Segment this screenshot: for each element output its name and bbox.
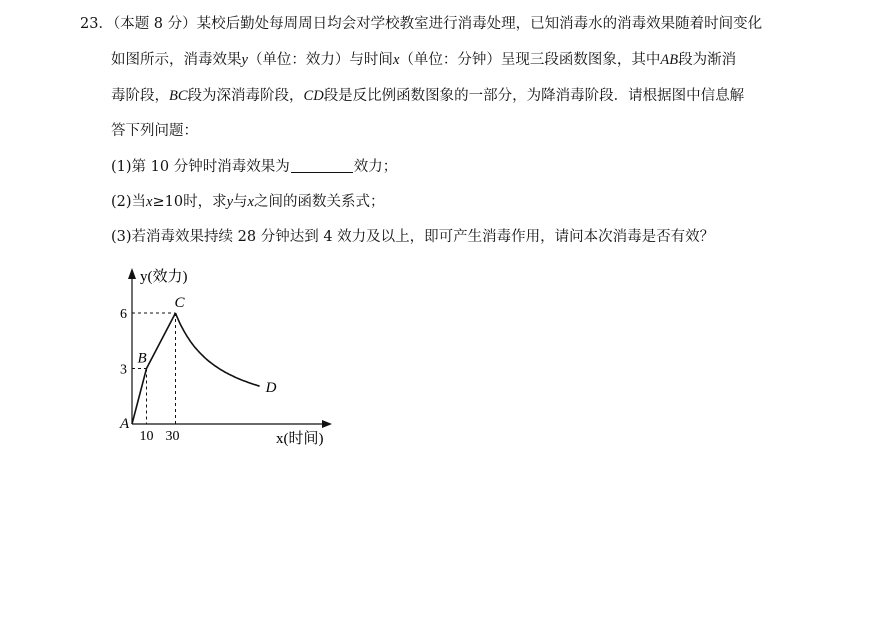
question-line-2: 如图所示，消毒效果y（单位：效力）与时间x（单位：分钟）呈现三段函数图象，其中AB段为渐消 — [111, 52, 737, 68]
question-line-3: 毒阶段，BC段为深消毒阶段，CD段是反比例函数图象的一部分，为降消毒阶段．请根据图中信息解 — [111, 88, 745, 104]
segment-ab — [132, 369, 147, 425]
x-axis-label: x(时间) — [276, 431, 324, 447]
y-axis-arrow — [128, 268, 136, 279]
question-line-1: 23．（本题 8 分）某校后勤处每周周日均会对学校教室进行消毒处理，已知消毒水的消毒效果随着时间变化 — [80, 16, 763, 32]
point-label-d: D — [265, 380, 277, 397]
question-number: 23． — [80, 16, 113, 32]
segment-bc — [147, 313, 176, 369]
x-axis-arrow — [322, 420, 332, 428]
y-axis-label: y(效力) — [140, 269, 188, 285]
x-tick-label: 10 — [139, 429, 154, 444]
point-label-c: C — [174, 295, 185, 311]
sub-question-1: (1)第 10 分钟时消毒效果为 效力； — [111, 159, 398, 175]
point-label-b: B — [137, 350, 147, 367]
point-label-a: A — [120, 416, 130, 432]
curve-cd — [176, 313, 260, 386]
sub-question-3: (3)若消毒效果持续 28 分钟达到 4 效力及以上，即可产生消毒作用，请问本次消毒是否有效？ — [111, 229, 715, 245]
y-tick-label: 6 — [120, 307, 127, 322]
x-tick-label: 30 — [165, 429, 180, 444]
question-line-4: 答下列问题： — [111, 123, 198, 139]
sub-question-2: (2)当x≥10时，求y与x之间的函数关系式； — [111, 194, 385, 210]
y-tick-label: 3 — [120, 362, 127, 378]
